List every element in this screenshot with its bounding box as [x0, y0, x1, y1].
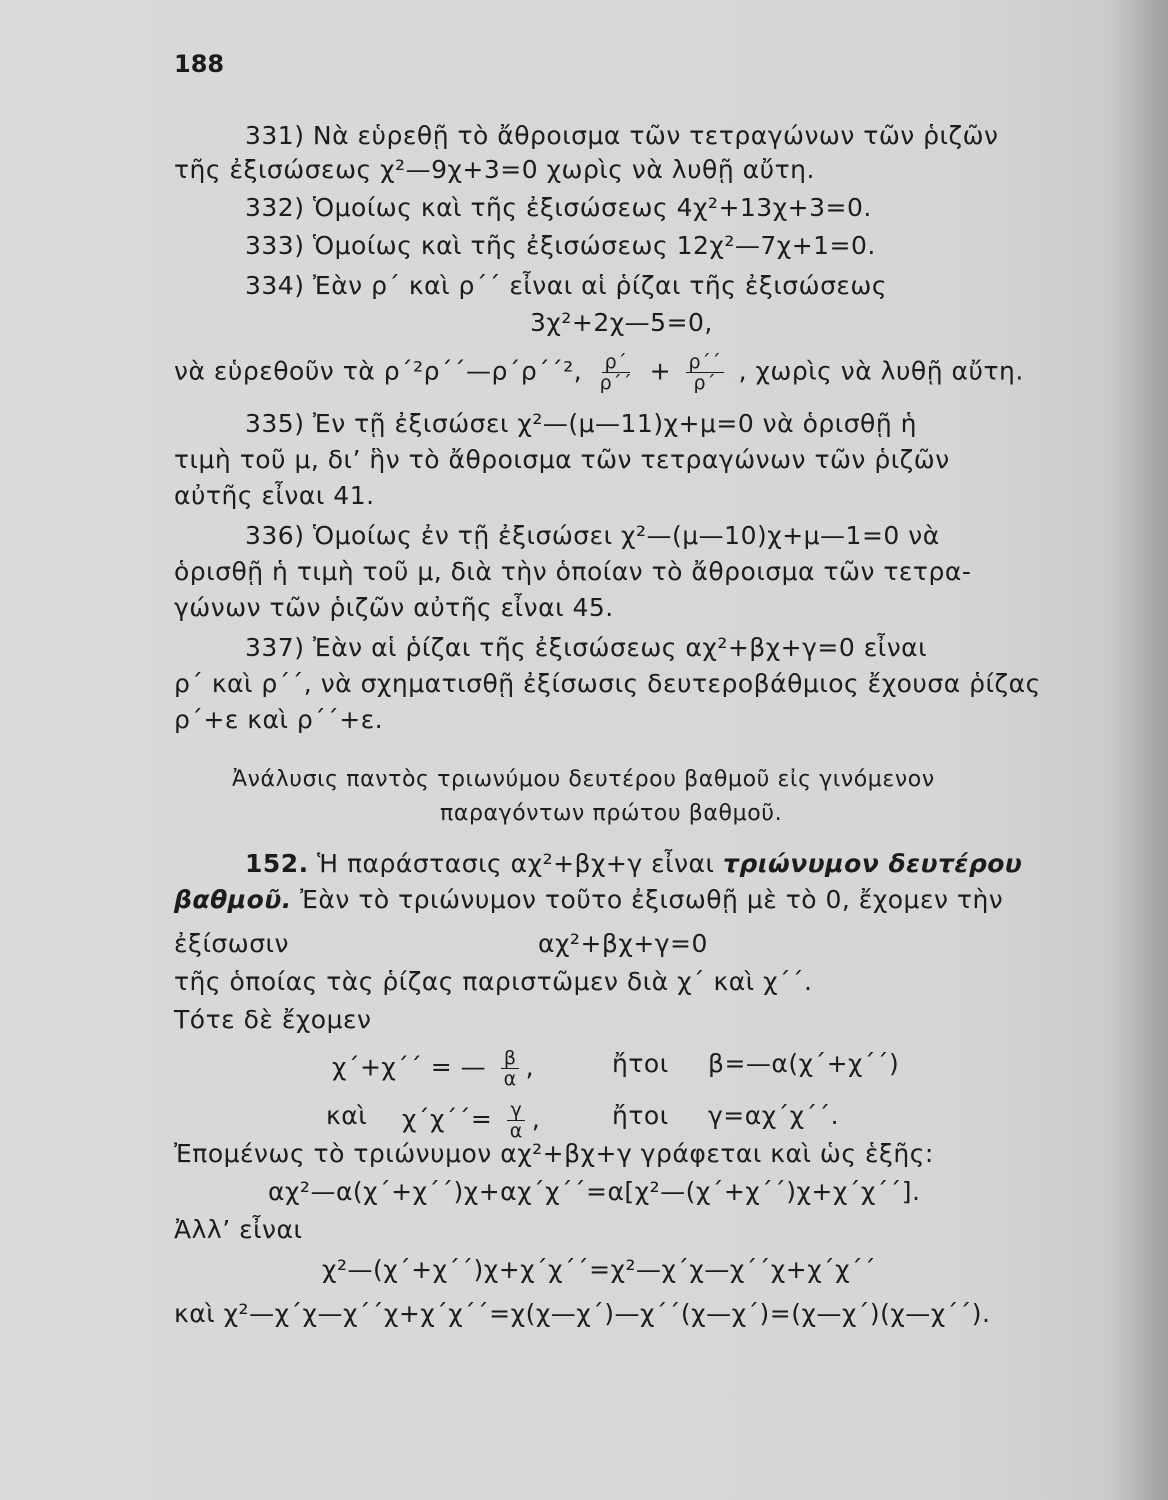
fraction-numerator: γ [507, 1100, 525, 1121]
fraction-denominator: ρ΄΄ [599, 372, 633, 394]
article-152-line-1 [245, 848, 1022, 880]
article-152-line-2-text: Ἐὰν τὸ τριώνυμον τοῦτο ἐξισωθῇ μὲ τὸ 0, ἔχομεν τὴν [291, 885, 1004, 914]
exercise-337-line-1: 337) Ἐὰν αἱ ῥίζαι τῆς ἐξισώσεως αχ²+βχ+γ=0 εἶναι [245, 633, 928, 662]
factored-equation-3: καὶ χ²—χ΄χ—χ΄΄χ+χ΄χ΄΄=χ(χ—χ΄)—χ΄΄(χ—χ΄)=(χ—χ΄)(χ—χ΄΄). [174, 1299, 991, 1328]
exercise-335-line-2: τιμὴ τοῦ μ, δι’ ἣν τὸ ἄθροισμα τῶν τετραγώνων τῶν ῥιζῶν [174, 445, 950, 474]
exercise-335-line-3: αὐτῆς εἶναι 41. [174, 481, 375, 510]
exercise-331-line-2: τῆς ἐξισώσεως χ²—9χ+3=0 χωρὶς νὰ λυθῇ αὔτη. [174, 155, 815, 184]
article-number: 152. [245, 849, 309, 878]
exercise-334-line-1: 334) Ἐὰν ρ΄ καὶ ρ΄΄ εἶναι αἱ ῥίζαι τῆς ἐξισώσεως [245, 271, 888, 300]
fraction-rho2-over-rho1 [686, 352, 725, 393]
fraction-numerator: ρ΄΄ [686, 352, 725, 373]
exercise-334-tail: , χωρὶς νὰ λυθῇ αὔτη. [738, 356, 1024, 386]
section-heading-line-1: Ἀνάλυσις παντὸς τριωνύμου δευτέρου βαθμοῦ εἰς γινόμενον [232, 767, 935, 792]
plus-sign: + [649, 356, 672, 386]
comma: , [531, 1104, 541, 1134]
exercise-336-line-3: γώνων τῶν ῥιζῶν αὐτῆς εἶναι 45. [174, 593, 614, 622]
exercise-334-expression: νὰ εὑρεθοῦν τὰ ρ΄²ρ΄΄—ρ΄ρ΄΄², [174, 356, 583, 386]
defined-term: τριώνυμον δευτέρου [722, 849, 1023, 878]
fraction-denominator: ρ΄ [693, 372, 717, 394]
exercise-337-line-3: ρ΄+ε καὶ ρ΄΄+ε. [174, 705, 384, 734]
exercise-334-line-3 [174, 352, 1024, 393]
factored-equation-2: χ²—(χ΄+χ΄΄)χ+χ΄χ΄΄=χ²—χ΄χ—χ΄΄χ+χ΄χ΄΄ [322, 1255, 877, 1284]
sum-of-roots-right: β=—α(χ΄+χ΄΄) [708, 1049, 900, 1078]
sum-of-roots-left: χ΄+χ΄΄ = — [332, 1052, 487, 1082]
section-heading-line-2: παραγόντων πρώτου βαθμοῦ. [440, 801, 783, 826]
word-itoi: ἤτοι [612, 1049, 669, 1078]
defined-term-continued: βαθμοῦ. [174, 885, 292, 914]
product-of-roots-right: γ=αχ΄χ΄΄. [708, 1101, 840, 1130]
factored-equation-1: αχ²—α(χ΄+χ΄΄)χ+αχ΄χ΄΄=α[χ²—(χ΄+χ΄΄)χ+χ΄χ΄΄]. [268, 1177, 921, 1206]
word-kai: καὶ [326, 1101, 368, 1130]
exercise-333: 333) Ὁμοίως καὶ τῆς ἐξισώσεως 12χ²—7χ+1=0. [245, 231, 876, 260]
exercise-331-line-1: 331) Νὰ εὑρεθῇ τὸ ἄθροισμα τῶν τετραγώνων τῶν ῥιζῶν [245, 121, 999, 150]
comma: , [525, 1052, 535, 1082]
exercise-332: 332) Ὁμοίως καὶ τῆς ἐξισώσεως 4χ²+13χ+3=0. [245, 193, 872, 222]
product-of-roots-left: χ΄χ΄΄= [402, 1104, 493, 1134]
article-152-equation-word: ἐξίσωσιν [174, 929, 289, 958]
article-152-line-6: Ἐπομένως τὸ τριώνυμον αχ²+βχ+γ γράφεται καὶ ὡς ἑξῆς: [174, 1139, 934, 1168]
sum-of-roots-equation [332, 1048, 534, 1089]
exercise-337-line-2: ρ΄ καὶ ρ΄΄, νὰ σχηματισθῇ ἐξίσωσις δευτεροβάθμιος ἔχουσα ῥίζας [174, 669, 1041, 698]
fraction-numerator: ρ΄ [602, 352, 631, 373]
exercise-335-line-1: 335) Ἐν τῇ ἐξισώσει χ²—(μ—11)χ+μ=0 νὰ ὁρισθῇ ἡ [245, 409, 917, 438]
fraction-denominator: α [503, 1068, 517, 1090]
article-152-line-4: τῆς ὁποίας τὰς ῥίζας παριστῶμεν διὰ χ΄ καὶ χ΄΄. [174, 967, 813, 996]
article-152-line-7: Ἀλλ’ εἶναι [174, 1215, 303, 1244]
article-152-line-5: Τότε δὲ ἔχομεν [174, 1005, 372, 1034]
exercise-336-line-1: 336) Ὁμοίως ἐν τῇ ἐξισώσει χ²—(μ—10)χ+μ—1=0 νὰ [245, 521, 940, 550]
fraction-denominator: α [509, 1120, 523, 1142]
word-itoi: ἤτοι [612, 1101, 669, 1130]
exercise-336-line-2: ὁρισθῇ ἡ τιμὴ τοῦ μ, διὰ τὴν ὁποίαν τὸ ἄθροισμα τῶν τετρα- [174, 557, 972, 586]
page-number: 188 [174, 50, 225, 78]
product-of-roots-equation [402, 1100, 540, 1141]
fraction-gamma-over-alpha [507, 1100, 526, 1141]
fraction-numerator: β [501, 1048, 520, 1069]
article-152-intro: Ἡ παράστασις αχ²+βχ+γ εἶναι [308, 849, 723, 878]
exercise-334-equation: 3χ²+2χ—5=0, [530, 308, 713, 337]
article-152-equation: αχ²+βχ+γ=0 [538, 929, 708, 958]
fraction-rho1-over-rho2 [597, 352, 636, 393]
fraction-beta-over-alpha [501, 1048, 520, 1089]
article-152-line-2 [174, 884, 1003, 916]
